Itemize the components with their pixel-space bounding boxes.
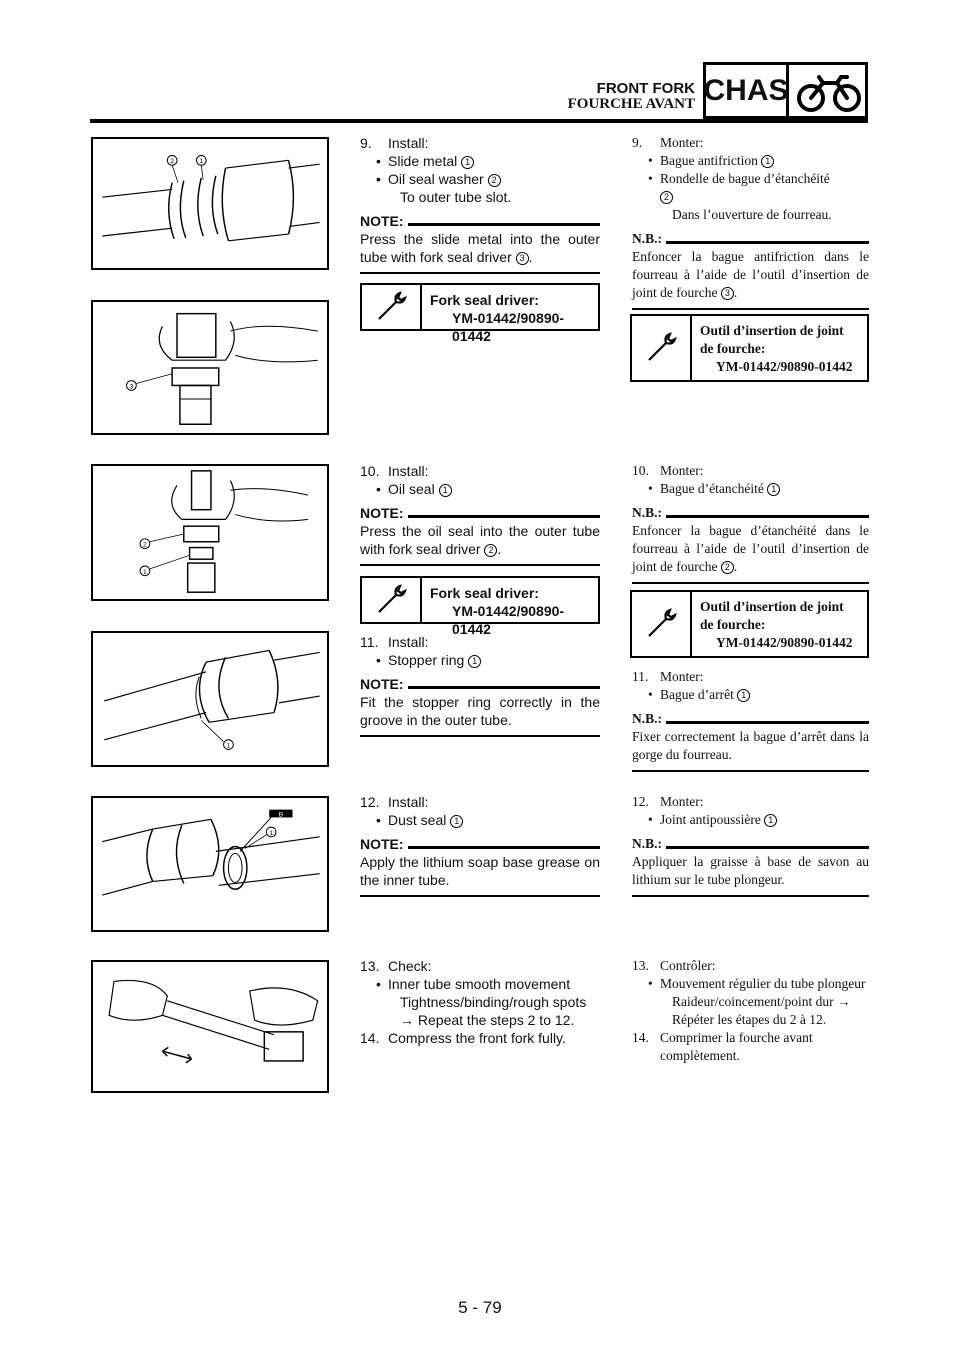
fr-step-9: 9. Monter: • Bague antifriction 1 • Rondelle de bague d’étanchéité 2 Dans l’ouverture de fourreau. N.B.: Enfoncer la bague antifriction dans le fourreau à l’aide de l’outil d’insertion de joint de fourche 3 .	[632, 134, 869, 310]
en-step-12: 12. Install: • Dust seal 1 NOTE: Apply the lithium soap base grease on the inner tube.	[360, 793, 600, 897]
wrench-icon	[632, 316, 692, 380]
motorcycle-icon	[789, 62, 868, 119]
figure-slide-metal	[91, 137, 329, 270]
figure-stopper-ring	[91, 631, 329, 767]
wrench-icon	[632, 592, 692, 656]
fr-step-12: 12. Monter: • Joint antipoussière 1 N.B.: Appliquer la graisse à base de savon au lithium sur le tube plongeur.	[632, 793, 869, 897]
en-step-10: 10. Install: • Oil seal 1 NOTE: Press the oil seal into the outer tube with fork seal driver 2 .	[360, 462, 600, 566]
en-step-11: 11. Install: • Stopper ring 1 NOTE: Fit the stopper ring correctly in the groove in the outer tube.	[360, 633, 600, 737]
callout-1: 1	[199, 158, 204, 166]
callout-1: 1	[226, 742, 231, 750]
fr-step-11: 11. Monter: • Bague d’arrêt 1 N.B.: Fixer correctement la bague d’arrêt dans la gorge du fourreau.	[632, 668, 869, 772]
en-step-9: 9. Install: • Slide metal 1 • Oil seal washer 2 To outer tube slot. NOTE: Press the slide metal into the outer tube with fork seal driver 3 .	[360, 134, 600, 274]
page-number: 5 - 79	[458, 1298, 502, 1317]
wrench-icon	[362, 578, 422, 622]
en-tool-box-9: Fork seal driver: YM-01442/90890-01442	[360, 283, 600, 331]
figure-dust-seal	[91, 796, 329, 932]
en-tool-box-10: Fork seal driver: YM-01442/90890-01442	[360, 576, 600, 624]
figure-fork-seal-driver-1	[91, 300, 329, 435]
callout-1: 1	[143, 568, 147, 576]
header-rule	[90, 119, 868, 123]
grease-symbol: B	[278, 811, 284, 819]
fr-tool-box-10: Outil d’insertion de joint de fourche: YM-01442/90890-01442	[630, 590, 869, 658]
fr-step-13-14: 13. Contrôler: • Mouvement régulier du tube plongeur Raideur/coincement/point dur → Répéter les étapes du 2 à 12. 14. Comprimer la fourche avant complètement.	[632, 957, 869, 1065]
header-title-en: FRONT FORK	[596, 80, 695, 97]
callout-1: 1	[269, 829, 274, 837]
callout-2: 2	[143, 541, 147, 549]
header-title-fr: FOURCHE AVANT	[567, 96, 695, 112]
en-step-13-14: 13. Check: • Inner tube smooth movement Tightness/binding/rough spots → Repeat the steps 2 to 12. 14. Compress the front fork fully.	[360, 957, 600, 1047]
callout-3: 3	[129, 383, 134, 391]
callout-2: 2	[170, 158, 175, 166]
figure-fork-seal-driver-2	[91, 464, 329, 601]
figure-inner-tube-check	[91, 960, 329, 1093]
fr-step-10: 10. Monter: • Bague d’étanchéité 1 N.B.: Enfoncer la bague d’étanchéité dans le fourreau à l’aide de l’outil d’insertion de joint de fourche 2 .	[632, 462, 869, 584]
section-badge: CHAS	[703, 62, 789, 119]
wrench-icon	[362, 285, 422, 329]
fr-tool-box-9: Outil d’insertion de joint de fourche: YM-01442/90890-01442	[630, 314, 869, 382]
